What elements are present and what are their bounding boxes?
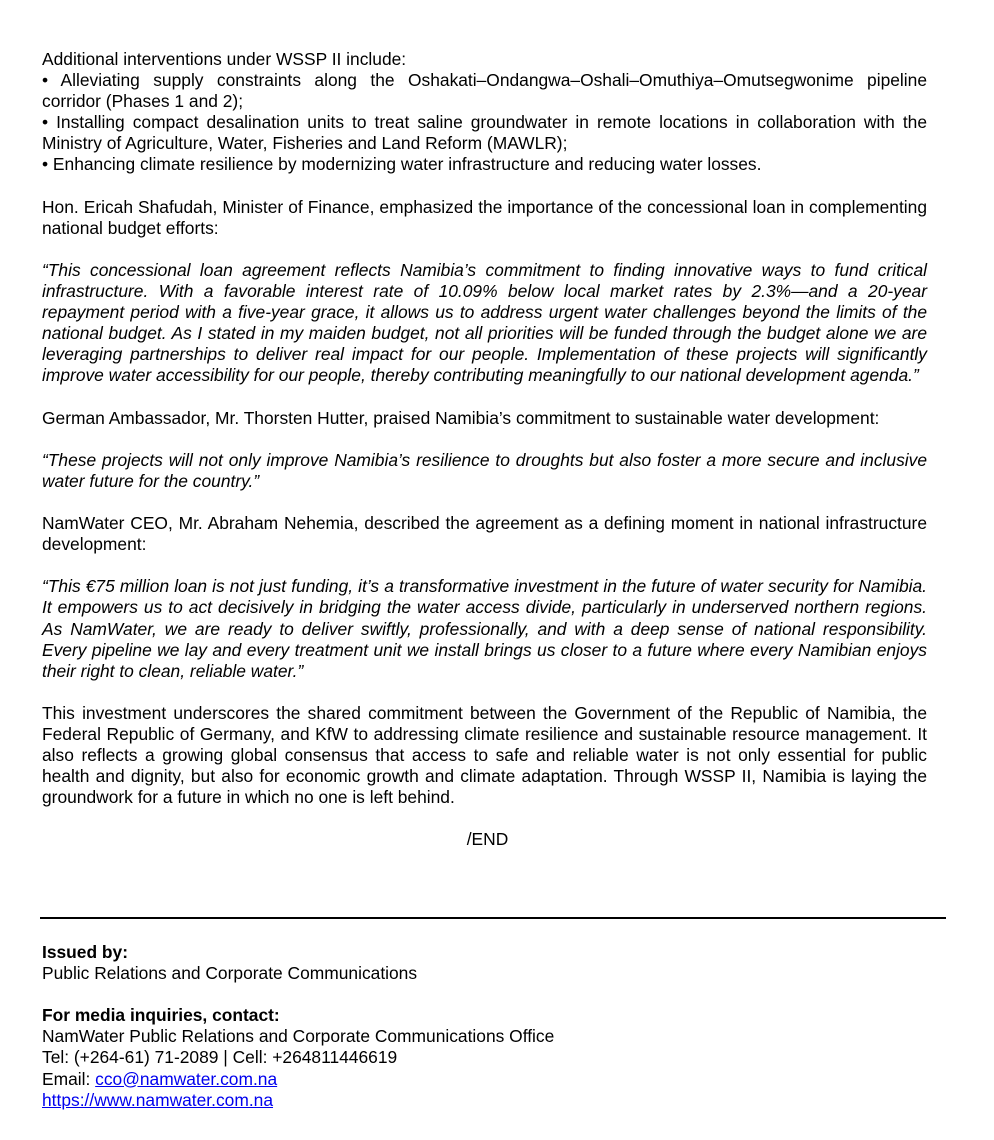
minister-quote: “This concessional loan agreement reflects Namibia’s commitment to finding innovative ways to fund critical infrastructure. With a favorable interest rate of 10.09% below local market rates by 2.3%—and a 20-year repayment period with a five-year grace, it allows us to address urgent water challenges beyond the limits of the national budget. As I stated in my maiden budget, not all priorities will be funded through the budget alone we are leveraging partnerships to deliver real impact for our people. Implementation of these projects will significantly improve water accessibility for our people, thereby contributing meaningfully to our national development agenda.” bbox=[42, 259, 927, 386]
email-label: Email: bbox=[42, 1068, 96, 1089]
minister-intro: Hon. Ericah Shafudah, Minister of Finance, emphasized the importance of the concessional loan in complementing national budget efforts: bbox=[42, 196, 927, 238]
press-release-body bbox=[42, 49, 927, 851]
contact-label: For media inquiries, contact: bbox=[42, 1005, 280, 1026]
intervention-bullet: • Alleviating supply constraints along the Oshakati–Ondangwa–Oshali–Omuthiya–Omutsegwonime pipeline corridor (Phases 1 and 2); bbox=[42, 70, 927, 112]
ceo-intro: NamWater CEO, Mr. Abraham Nehemia, described the agreement as a defining moment in national infrastructure development: bbox=[42, 513, 927, 555]
interventions-intro: Additional interventions under WSSP II include: bbox=[42, 49, 407, 69]
ceo-quote: “This €75 million loan is not just funding, it’s a transformative investment in the future of water security for Namibia. It empowers us to act decisively in bridging the water access divide, particularly in underserved northern regions. As NamWater, we are ready to deliver swiftly, professionally, and with a deep sense of national responsibility. Every pipeline we lay and every treatment unit we install brings us closer to a future where every Namibian enjoys their right to clean, reliable water.” bbox=[42, 576, 927, 681]
footer-divider bbox=[40, 917, 946, 919]
issued-by-value: Public Relations and Corporate Communications bbox=[42, 963, 418, 984]
issued-by-label: Issued by: bbox=[42, 942, 129, 962]
press-release-footer bbox=[42, 942, 922, 1111]
ambassador-intro: German Ambassador, Mr. Thorsten Hutter, praised Namibia’s commitment to sustainable water development: bbox=[42, 407, 880, 428]
contact-office: NamWater Public Relations and Corporate Communications Office bbox=[42, 1026, 555, 1047]
interventions-section bbox=[42, 49, 927, 176]
website-link[interactable]: https://www.namwater.com.na bbox=[42, 1089, 274, 1110]
ambassador-quote: “These projects will not only improve Namibia’s resilience to droughts but also foster a more secure and inclusive water future for the country.” bbox=[42, 449, 927, 491]
email-link[interactable]: cco@namwater.com.na bbox=[95, 1068, 278, 1089]
intervention-bullet: • Installing compact desalination units to treat saline groundwater in remote locations in collaboration with the Ministry of Agriculture, Water, Fisheries and Land Reform (MAWLR); bbox=[42, 112, 927, 154]
footer-spacer bbox=[42, 984, 922, 1005]
closing-paragraph: This investment underscores the shared commitment between the Government of the Republic of Namibia, the Federal Republic of Germany, and KfW to addressing climate resilience and sustainable resource management. It also reflects a growing global consensus that access to safe and reliable water is not only essential for public health and dignity, but also for economic growth and climate adaptation. Through WSSP II, Namibia is laying the groundwork for a future in which no one is left behind. bbox=[42, 702, 927, 808]
contact-phone: Tel: (+264-61) 71-2089 | Cell: +264811446619 bbox=[42, 1047, 398, 1068]
intervention-bullet: • Enhancing climate resilience by modernizing water infrastructure and reducing water losses. bbox=[42, 154, 762, 175]
contact-email-line bbox=[42, 1069, 922, 1090]
end-marker: /END bbox=[466, 829, 509, 850]
